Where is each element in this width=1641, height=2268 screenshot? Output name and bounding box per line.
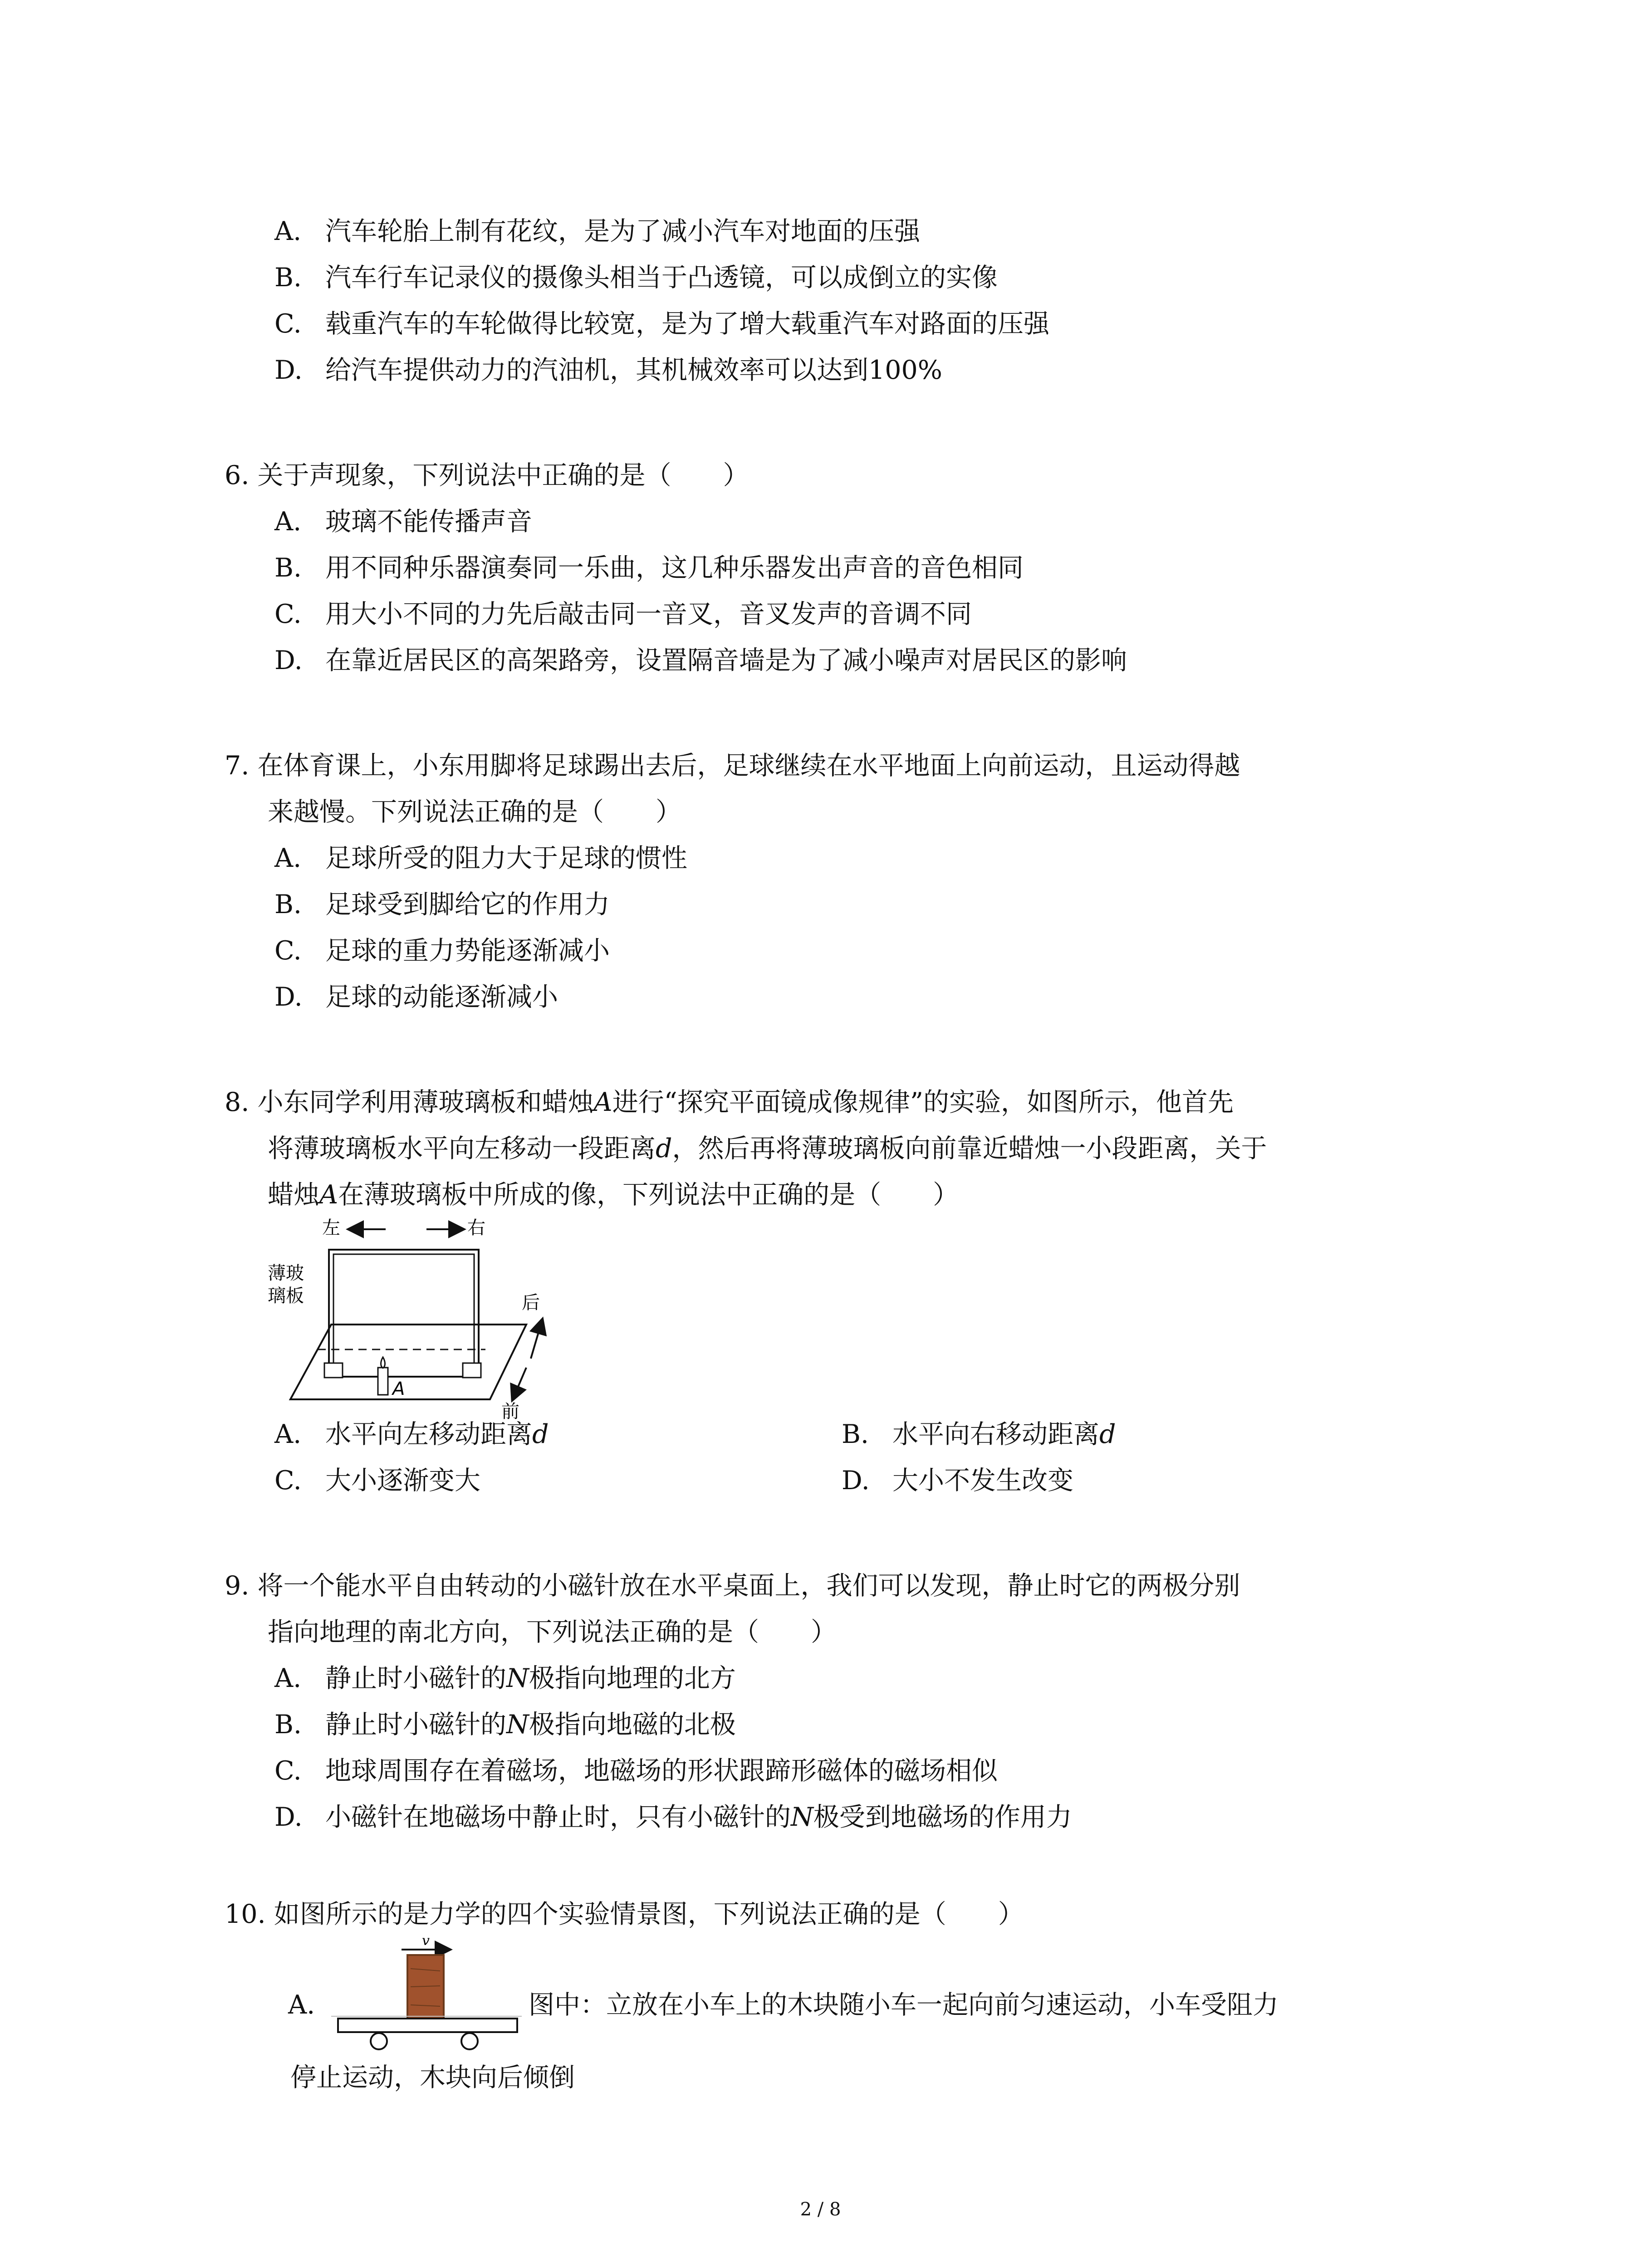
glass-clip-left [324, 1363, 343, 1378]
q7-option-b: B. 足球受到脚给它的作用力 [274, 890, 610, 919]
glass-plate-inner [333, 1254, 474, 1377]
cart-wheel-left-icon [371, 2033, 387, 2049]
candle-flame-icon [381, 1357, 385, 1368]
q8-stem-line2: 将薄玻璃板水平向左移动一段距离d，然后再将薄玻璃板向前靠近蜡烛一小段距离，关于 [268, 1134, 1267, 1163]
q6-option-b: B. 用不同种乐器演奏同一乐曲，这几种乐器发出声音的音色相同 [274, 553, 1024, 583]
q8-mirror-figure [254, 1211, 581, 1420]
table-surface [290, 1325, 526, 1399]
q10-option-a-line1: 图中：立放在小车上的木块随小车一起向前匀速运动，小车受阻力 [529, 1990, 1279, 2020]
q5-option-b: B. 汽车行车记录仪的摄像头相当于凸透镜，可以成倒立的实像 [274, 263, 998, 293]
q7-option-c: C. 足球的重力势能逐渐减小 [274, 936, 610, 966]
q8-stem-line3: 蜡烛A在薄玻璃板中所成的像，下列说法中正确的是（ ） [268, 1180, 959, 1210]
q9-option-a: A. 静止时小磁针的N极指向地理的北方 [274, 1663, 736, 1693]
q10-option-a-letter: A. [288, 1990, 315, 2020]
q8-fig-back-label: 后 [522, 1292, 540, 1313]
page-number: 2 / 8 [800, 2199, 841, 2220]
q8-stem-line1: 8. 小东同学利用薄玻璃板和蜡烛A进行“探究平面镜成像规律”的实验，如图所示，他首先 [225, 1087, 1234, 1117]
q8-option-b: B. 水平向右移动距离d [842, 1419, 1116, 1449]
q9-stem-line2: 指向地理的南北方向，下列说法正确的是（ ） [268, 1617, 837, 1647]
q5-option-a: A. 汽车轮胎上制有花纹，是为了减小汽车对地面的压强 [274, 216, 920, 246]
q5-option-c: C. 载重汽车的车轮做得比较宽，是为了增大载重汽车对路面的压强 [274, 309, 1049, 339]
q7-option-a: A. 足球所受的阻力大于足球的惯性 [274, 843, 687, 873]
q8-fig-glass-label-1: 薄玻 [268, 1263, 304, 1284]
q9-stem-line1: 9. 将一个能水平自由转动的小磁针放在水平桌面上，我们可以发现，静止时它的两极分别 [225, 1571, 1240, 1601]
q7-option-d: D. 足球的动能逐渐减小 [274, 982, 558, 1012]
q8-fig-glass-label-2: 璃板 [268, 1286, 304, 1306]
q7-stem-line2: 来越慢。下列说法正确的是（ ） [268, 797, 681, 827]
cart-body [338, 2019, 517, 2032]
q6-option-c: C. 用大小不同的力先后敲击同一音叉，音叉发声的音调不同 [274, 599, 972, 629]
q6-option-a: A. 玻璃不能传播声音 [274, 507, 532, 537]
cart-wheel-right-icon [461, 2033, 478, 2049]
q5-option-d: D. 给汽车提供动力的汽油机，其机械效率可以达到100% [274, 355, 942, 385]
q8-option-c: C. 大小逐渐变大 [274, 1466, 480, 1496]
q10-velocity-label: v [422, 1933, 430, 1949]
q6-stem: 6. 关于声现象，下列说法中正确的是（ ） [225, 460, 749, 490]
back-arrow-icon [531, 1320, 542, 1359]
q8-option-d: D. 大小不发生改变 [842, 1466, 1073, 1496]
candle-icon [378, 1368, 388, 1395]
q8-option-a: A. 水平向左移动距离d [274, 1419, 549, 1449]
q9-option-c: C. 地球周围存在着磁场，地磁场的形状跟蹄形磁体的磁场相似 [274, 1756, 998, 1786]
q9-option-d: D. 小磁针在地磁场中静止时，只有小磁针的N极受到地磁场的作用力 [274, 1802, 1072, 1832]
q8-fig-front-label: 前 [501, 1401, 519, 1420]
q10-option-a-line2: 停止运动，木块向后倾倒 [290, 2063, 575, 2092]
q6-option-d: D. 在靠近居民区的高架路旁，设置隔音墙是为了减小噪声对居民区的影响 [274, 645, 1127, 675]
glass-clip-right [463, 1363, 481, 1378]
q10-cart-figure [331, 1932, 526, 2050]
glass-plate [329, 1250, 479, 1377]
q9-option-b: B. 静止时小磁针的N极指向地磁的北极 [274, 1710, 736, 1740]
front-arrow-icon [513, 1368, 526, 1399]
q10-stem: 10. 如图所示的是力学的四个实验情景图，下列说法正确的是（ ） [225, 1899, 1024, 1929]
q8-fig-right-label: 右 [467, 1217, 485, 1238]
q8-fig-candle-label: A [392, 1378, 405, 1399]
q8-fig-left-label: 左 [322, 1217, 340, 1238]
q7-stem-line1: 7. 在体育课上，小东用脚将足球踢出去后，足球继续在水平地面上向前运动，且运动得越 [225, 751, 1240, 781]
